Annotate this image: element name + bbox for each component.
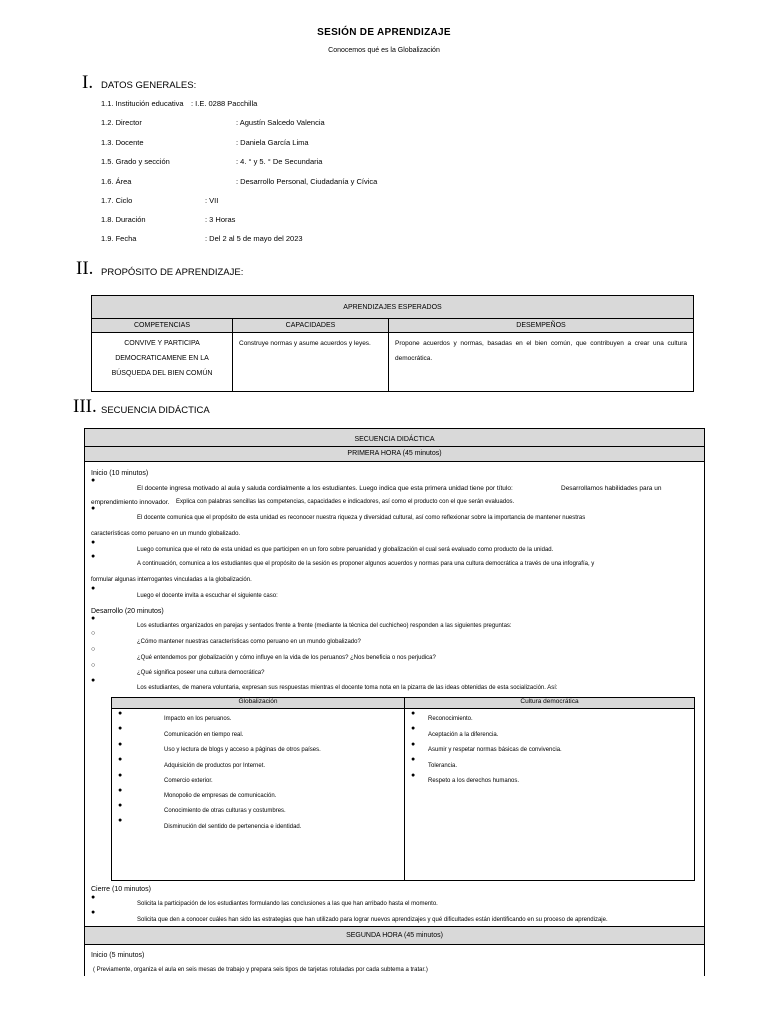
- desarrollo-heading: Desarrollo (20 minutos): [91, 608, 164, 615]
- sequence-box: [84, 428, 705, 976]
- list-item: Impacto en los peruanos.: [164, 716, 232, 722]
- field-label: 1.7. Ciclo: [101, 196, 133, 205]
- table-header: APRENDIZAJES ESPERADOS: [92, 296, 694, 319]
- bullet-icon: ●: [91, 909, 96, 916]
- bullet-icon: ●: [91, 677, 96, 684]
- circle-bullet-icon: ○: [91, 662, 96, 669]
- desempenos-cell: Propone acuerdos y normas, basadas en el bien común, que contribuyen a crear una cultura democrática.: [389, 333, 694, 392]
- column-header: CAPACIDADES: [233, 319, 389, 333]
- paragraph-text: Solicita que den a conocer cuáles han sido las estrategias que han utilizado para lograr nuevos aprendizajes y qué dificultades están identificando en su proceso de aprendizaje.: [137, 917, 608, 923]
- paragraph-text: características como peruano en un mundo globalizado.: [91, 531, 241, 537]
- cierre-heading: Cierre (10 minutos): [91, 886, 151, 893]
- question-text: ¿Qué entendemos por globalización y cómo influye en la vida de los peruanos? ¿Nos beneficia o nos perjudica?: [137, 655, 436, 661]
- bullet-icon: ●: [118, 787, 123, 794]
- bullet-icon: ●: [91, 585, 96, 592]
- list-item: Reconocimiento.: [428, 716, 473, 722]
- column-header: DESEMPEÑOS: [389, 319, 694, 333]
- competencia-cell: [92, 333, 233, 392]
- bullet-icon: ●: [411, 756, 416, 763]
- paragraph-text: Luego comunica que el reto de esta unidad es que participen en un foro sobre peruanidad y globalización el cual será evaluado como producto de la unidad.: [137, 547, 554, 553]
- field-label: 1.5. Grado y sección: [101, 157, 170, 166]
- globalizacion-column: [112, 698, 405, 880]
- paragraph-text: Explica con palabras sencillas las competencias, capacidades e indicadores, así como el producto con el que serán evaluados.: [176, 499, 515, 505]
- section-title: DATOS GENERALES:: [101, 80, 197, 91]
- field-label: 1.6. Área: [101, 177, 132, 186]
- list-item: Disminución del sentido de pertenencia e identidad.: [164, 824, 302, 830]
- list-item: Uso y lectura de blogs y acceso a páginas de otros países.: [164, 747, 321, 753]
- paragraph-text: Los estudiantes, de manera voluntaria, expresan sus respuestas mientras el docente toma nota en la pizarra de las ideas obtenidas de esta socialización. Así:: [137, 685, 558, 691]
- list-item: Comercio exterior.: [164, 778, 213, 784]
- paragraph-text: emprendimiento innovador.: [91, 499, 170, 506]
- bullet-icon: ●: [118, 772, 123, 779]
- band-segunda-hora: SEGUNDA HORA (45 minutos): [85, 926, 704, 945]
- bullet-icon: ●: [118, 741, 123, 748]
- bullet-icon: ●: [91, 477, 96, 484]
- field-label: 1.9. Fecha: [101, 234, 137, 243]
- paragraph-text: El docente ingresa motivado al aula y saluda cordialmente a los estudiantes. Luego indica que esta primera unidad tiene por título:: [137, 485, 513, 492]
- inicio2-heading: Inicio (5 minutos): [91, 952, 145, 959]
- paragraph-text: Los estudiantes organizados en parejas y sentados frente a frente (mediante la técnica del cuchicheo) responden a las siguientes preguntas:: [137, 623, 512, 629]
- field-label: 1.8. Duración: [101, 215, 146, 224]
- field-value: : Desarrollo Personal, Ciudadanía y Cívica: [236, 177, 378, 186]
- field-value: : Agustín Salcedo Valencia: [236, 118, 325, 127]
- ideas-table: [111, 697, 695, 881]
- column-header: Cultura democrática: [405, 698, 694, 709]
- paragraph-text: Desarrollamos habilidades para un: [561, 485, 662, 492]
- section-number: I.: [82, 72, 94, 93]
- paragraph-text: ( Previamente, organiza el aula en seis mesas de trabajo y prepara seis tipos de tarjetas rotuladas por cada subtema a tratar.): [93, 967, 428, 973]
- list-item: Adquisición de productos por Internet.: [164, 763, 266, 769]
- cultura-column: [405, 698, 694, 880]
- competencia-line: CONVIVE Y PARTICIPA: [124, 340, 200, 347]
- question-text: ¿Cómo mantener nuestras características como peruano en un mundo globalizado?: [137, 639, 361, 645]
- field-label: 1.3. Docente: [101, 138, 144, 147]
- circle-bullet-icon: ○: [91, 630, 96, 637]
- circle-bullet-icon: ○: [91, 646, 96, 653]
- list-item: Respeto a los derechos humanos.: [428, 778, 520, 784]
- question-text: ¿Qué significa poseer una cultura democrática?: [137, 670, 265, 676]
- paragraph-text: A continuación, comunica a los estudiantes que el propósito de la sesión es proponer algunos acuerdos y normas para una cultura democrática a través de una infografía, y: [137, 561, 595, 567]
- section-number: III.: [73, 396, 97, 417]
- bullet-icon: ●: [91, 553, 96, 560]
- field-value: : I.E. 0288 Pacchilla: [191, 99, 258, 108]
- list-item: Monopolio de empresas de comunicación.: [164, 793, 277, 799]
- capacidades-cell: Construye normas y asume acuerdos y leyes.: [233, 333, 389, 392]
- competencia-line: DEMOCRATICAMENE EN LA: [115, 355, 209, 362]
- inicio-heading: Inicio (10 minutos): [91, 470, 149, 477]
- paragraph-text: El docente comunica que el propósito de esta unidad es reconocer nuestra riqueza y diversidad cultural, así como reflexionar sobre la importancia de mantener nuestras: [137, 515, 586, 521]
- paragraph-text: Luego el docente invita a escuchar el siguiente caso:: [137, 593, 278, 599]
- bullet-icon: ●: [411, 741, 416, 748]
- band-primera-hora: PRIMERA HORA (45 minutos): [85, 447, 704, 462]
- bullet-icon: ●: [118, 817, 123, 824]
- paragraph-text: Solicita la participación de los estudiantes formulando las conclusiones a las que han arribado hasta el momento.: [137, 901, 438, 907]
- learning-table: [91, 295, 694, 392]
- competencia-line: BÚSQUEDA DEL BIEN COMÚN: [111, 370, 213, 377]
- field-value: : Del 2 al 5 de mayo del 2023: [205, 234, 303, 243]
- list-item: Comunicación en tiempo real.: [164, 732, 244, 738]
- bullet-icon: ●: [91, 894, 96, 901]
- column-header: COMPETENCIAS: [92, 319, 233, 333]
- section-title: PROPÓSITO DE APRENDIZAJE:: [101, 267, 244, 278]
- list-item: Asumir y respetar normas básicas de convivencia.: [428, 747, 562, 753]
- list-item: Conocimiento de otras culturas y costumbres.: [164, 808, 286, 814]
- bullet-icon: ●: [411, 710, 416, 717]
- section-title: SECUENCIA DIDÁCTICA: [101, 405, 210, 416]
- bullet-icon: ●: [91, 505, 96, 512]
- band-header: SECUENCIA DIDÁCTICA: [85, 429, 704, 447]
- field-value: : 3 Horas: [205, 215, 236, 224]
- bullet-icon: ●: [411, 725, 416, 732]
- bullet-icon: ●: [91, 615, 96, 622]
- bullet-icon: ●: [118, 725, 123, 732]
- field-label: 1.2. Director: [101, 118, 142, 127]
- paragraph-text: formular algunas interrogantes vinculadas a la globalización.: [91, 577, 252, 583]
- field-label: 1.1. Institución educativa: [101, 99, 184, 108]
- bullet-icon: ●: [118, 802, 123, 809]
- bullet-icon: ●: [411, 772, 416, 779]
- list-item: Tolerancia.: [428, 763, 458, 769]
- field-value: : VII: [205, 196, 219, 205]
- page-subtitle: Conocemos qué es la Globalización: [328, 47, 440, 54]
- bullet-icon: ●: [91, 539, 96, 546]
- bullet-icon: ●: [118, 756, 123, 763]
- field-value: : Daniela García Lima: [236, 138, 309, 147]
- field-value: : 4. ° y 5. ° De Secundaria: [236, 157, 323, 166]
- list-item: Aceptación a la diferencia.: [428, 732, 499, 738]
- bullet-icon: ●: [118, 710, 123, 717]
- page-title: SESIÓN DE APRENDIZAJE: [317, 27, 451, 38]
- column-header: Globalización: [112, 698, 404, 709]
- section-number: II.: [76, 258, 94, 279]
